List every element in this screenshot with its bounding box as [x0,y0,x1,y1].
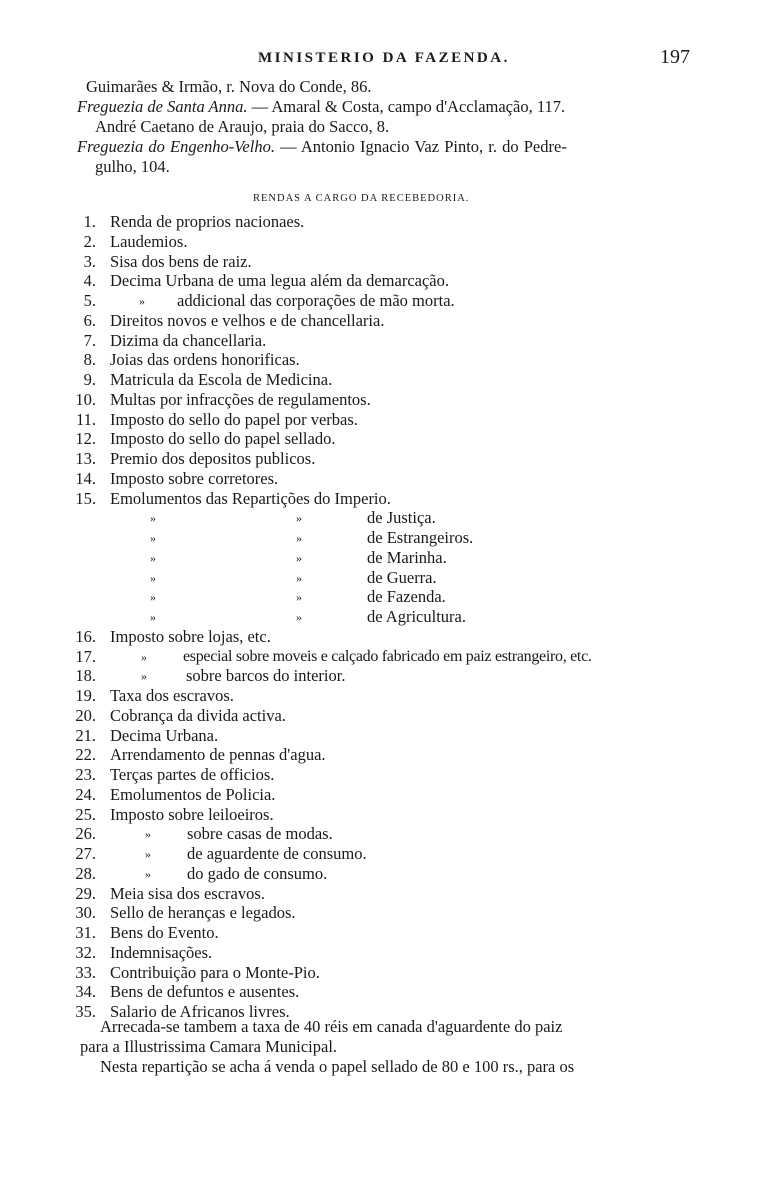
item-text: de Agricultura. [367,607,466,626]
ditto-mark: » [141,649,147,664]
item-number: 32. [75,942,96,962]
list-item [0,508,757,528]
item-number: 19. [75,686,96,705]
item-text: Laudemios. [110,231,188,251]
closing-line-2: para a Illustrissima Camara Municipal. [80,1037,338,1056]
list-item [0,627,757,647]
list-item [0,232,757,252]
list-item [0,528,757,548]
list-item [0,864,757,884]
item-number: 30. [75,903,96,923]
item-text: Dizima da chancellaria. [110,330,267,350]
item-number: 21. [75,725,96,745]
list-item [0,982,757,1002]
running-title: MINISTERIO DA FAZENDA. [258,50,510,66]
item-text: de Estrangeiros. [367,528,474,547]
list-item [0,469,757,489]
item-number: 10. [75,389,96,409]
item-text: Imposto do sello do papel por verbas. [110,409,358,429]
item-text: addicional das corporações de mão morta. [177,291,455,310]
list-item [0,805,757,825]
list-item [0,607,757,627]
item-number: 2. [83,231,96,251]
item-number: 31. [75,923,96,942]
intro-line-4 [77,137,567,157]
list-item [0,350,757,370]
item-text: Multas por infracções de regulamentos. [110,389,371,409]
ditto-mark: » [296,531,302,545]
ditto-mark: » [139,294,145,308]
item-number: 20. [75,705,96,725]
ditto-mark: » [296,590,302,605]
item-text: sobre barcos do interior. [186,666,346,686]
item-text: Joias das ordens honorificas. [110,350,300,370]
list-item [0,331,757,351]
item-number: 23. [75,765,96,784]
intro-line-3: André Caetano de Araujo, praia do Sacco, 8. [95,117,390,136]
item-text: de Marinha. [367,547,447,567]
list-item [0,370,757,390]
item-text: Sello de heranças e legados. [110,903,296,923]
item-number: 18. [75,666,96,686]
ditto-mark: » [150,511,156,526]
list-item [0,686,757,706]
item-number: 28. [75,863,96,883]
item-number: 8. [83,350,96,370]
item-text: Taxa dos escravos. [110,686,234,705]
item-text: de Fazenda. [367,587,446,607]
section-heading: RENDAS A CARGO DA RECEBEDORIA. [253,193,470,204]
item-text: do gado de consumo. [187,863,328,883]
item-text: Bens de defuntos e ausentes. [110,982,300,1002]
item-number: 29. [75,883,96,903]
item-text: Terças partes de officios. [110,765,275,784]
list-item [0,923,757,943]
item-text: Imposto do sello do papel sellado. [110,429,336,449]
item-text: de Justiça. [367,508,436,528]
ditto-mark: » [296,511,302,526]
item-text: especial sobre moveis e calçado fabricado em paiz estrangeiro, etc. [183,647,592,665]
list-item [0,903,757,923]
item-number: 24. [75,784,96,804]
list-item [0,271,757,291]
ditto-mark: » [141,669,147,684]
item-number: 15. [75,488,96,508]
item-number: 34. [75,982,96,1002]
item-number: 9. [83,370,96,389]
list-item [0,568,757,588]
item-number: 3. [83,251,96,271]
item-text: Indemnisações. [110,942,213,962]
closing-line-1: Arrecada-se tambem a taxa de 40 réis em canada d'aguardente do paiz [100,1017,563,1036]
item-text: Sisa dos bens de raiz. [110,251,252,271]
item-text: Cobrança da divida activa. [110,705,286,725]
list-item [0,884,757,904]
ditto-mark: » [150,610,156,624]
ditto-mark: » [145,847,151,861]
list-item [0,311,757,331]
ditto-mark: » [145,866,151,881]
item-text: Decima Urbana. [110,725,219,745]
item-number: 16. [75,626,96,646]
list-item [0,726,757,746]
item-text: Arrendamento de pennas d'agua. [110,745,326,765]
ditto-mark: » [150,570,156,585]
item-text: Premio dos depositos publicos. [110,449,316,468]
parish-name: Freguezia do Engenho-Velho. [77,137,275,156]
item-text: Contribuição para o Monte-Pio. [110,962,320,982]
item-number: 33. [75,962,96,982]
item-text: Emolumentos de Policia. [110,784,276,804]
item-number: 14. [75,468,96,488]
item-number: 7. [83,330,96,350]
list-item [0,212,757,232]
item-number: 26. [75,824,96,844]
list-item [0,390,757,410]
closing-line-3: Nesta repartição se acha á venda o papel sellado de 80 e 100 rs., para os [100,1057,575,1076]
item-number: 11. [75,409,96,429]
item-text: Decima Urbana de uma legua além da demarcação. [110,271,449,291]
ditto-mark: » [296,550,302,565]
item-text: Meia sisa dos escravos. [110,883,265,903]
list-item [0,824,757,844]
list-item [0,765,757,785]
item-number: 12. [75,429,96,449]
item-number: 4. [83,271,96,291]
list-item [0,449,757,469]
item-text: Direitos novos e velhos e de chancellaria. [110,310,385,330]
parish-name: Freguezia de Santa Anna. [77,97,248,116]
item-number: 25. [75,804,96,824]
list-item [0,410,757,430]
item-text: Imposto sobre corretores. [110,468,279,488]
intro-line-5: gulho, 104. [95,157,170,176]
ditto-mark: » [296,570,302,585]
list-item [0,844,757,864]
list-item [0,587,757,607]
list-item [0,785,757,805]
item-text: Matricula da Escola de Medicina. [110,370,333,389]
item-number: 13. [75,449,96,468]
item-number: 1. [83,212,96,231]
list-item [0,252,757,272]
ditto-mark: » [145,827,151,842]
list-item [0,429,757,449]
item-text: Salario de Africanos livres. [110,1002,290,1021]
list-item [0,706,757,726]
intro-line-1: Guimarães & Irmão, r. Nova do Conde, 86. [86,77,372,96]
item-text: Emolumentos das Repartições do Imperio. [110,488,391,508]
list-item [0,489,757,509]
item-number: 17. [75,646,96,666]
list-item [0,647,757,667]
item-number: 6. [83,310,96,330]
page-header [0,46,757,76]
list-item [0,745,757,765]
intro-line-2 [77,97,565,117]
list-item [0,548,757,568]
item-number: 27. [75,844,96,863]
intro-line-2-text: — Amaral & Costa, campo d'Acclamação, 117. [247,97,566,116]
list-item [0,963,757,983]
item-text: de aguardente de consumo. [187,844,367,863]
list-item [0,291,757,311]
item-number: 5. [83,291,96,310]
item-text: sobre casas de modas. [187,824,333,844]
page-number: 197 [660,46,690,68]
item-number: 35. [75,1002,96,1021]
item-text: Imposto sobre lojas, etc. [110,626,271,646]
item-text: Renda de proprios nacionaes. [110,212,305,231]
item-text: Bens do Evento. [110,923,219,942]
ditto-mark: » [296,610,302,624]
ditto-mark: » [150,550,156,565]
list-item [0,943,757,963]
ditto-mark: » [150,531,156,545]
item-text: Imposto sobre leiloeiros. [110,804,274,824]
item-text: de Guerra. [367,567,437,587]
ditto-mark: » [150,590,156,605]
intro-line-4-text: — Antonio Ignacio Vaz Pinto, r. do Pedre- [274,137,567,156]
list-item [0,666,757,686]
item-number: 22. [75,745,96,765]
